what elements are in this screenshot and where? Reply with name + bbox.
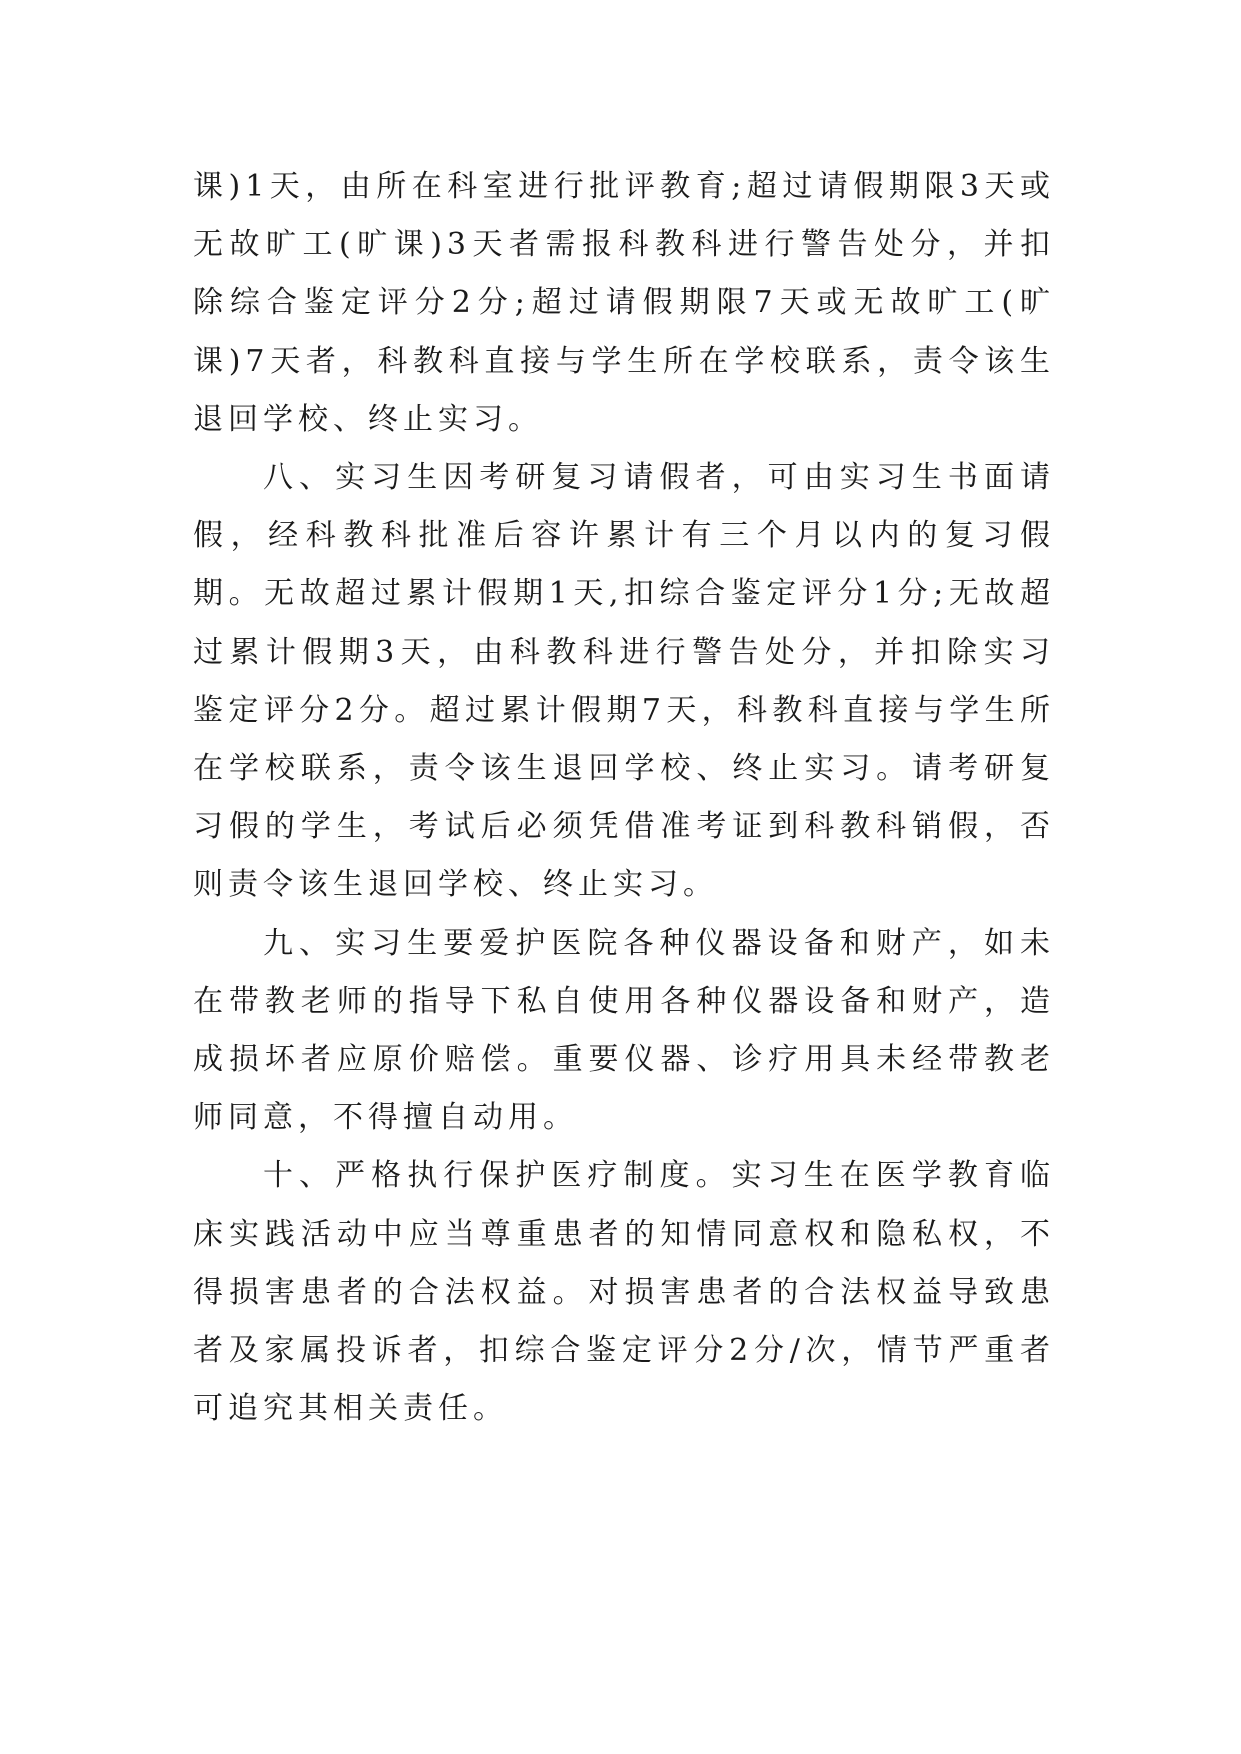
paragraph-continuation: 课)1天，由所在科室进行批评教育;超过请假期限3天或无故旷工(旷课)3天者需报科教科进行警告处分，并扣除综合鉴定评分2分;超过请假期限7天或无故旷工(旷课)7天者，科教科直接与学生所在学校联系，责令该生退回学校、终止实习。 bbox=[193, 169, 1055, 437]
paragraph-item-8: 八、实习生因考研复习请假者，可由实习生书面请假，经科教科批准后容许累计有三个月以内的复习假期。无故超过累计假期1天,扣综合鉴定评分1分;无故超过累计假期3天，由科教科进行警告处分，并扣除实习鉴定评分2分。超过累计假期7天，科教科直接与学生所在学校联系，责令该生退回学校、终止实习。请考研复习假的学生，考试后必须凭借准考证到科教科销假，否则责令该生退回学校、终止实习。 bbox=[193, 460, 1055, 903]
paragraph-item-9: 九、实习生要爱护医院各种仪器设备和财产，如未在带教老师的指导下私自使用各种仪器设备和财产，造成损坏者应原价赔偿。重要仪器、诊疗用具未经带教老师同意，不得擅自动用。 bbox=[193, 925, 1055, 1136]
paragraph-item-10: 十、严格执行保护医疗制度。实习生在医学教育临床实践活动中应当尊重患者的知情同意权和隐私权，不得损害患者的合法权益。对损害患者的合法权益导致患者及家属投诉者，扣综合鉴定评分2分/次，情节严重者可追究其相关责任。 bbox=[193, 1158, 1055, 1427]
document-body bbox=[193, 158, 1055, 1438]
